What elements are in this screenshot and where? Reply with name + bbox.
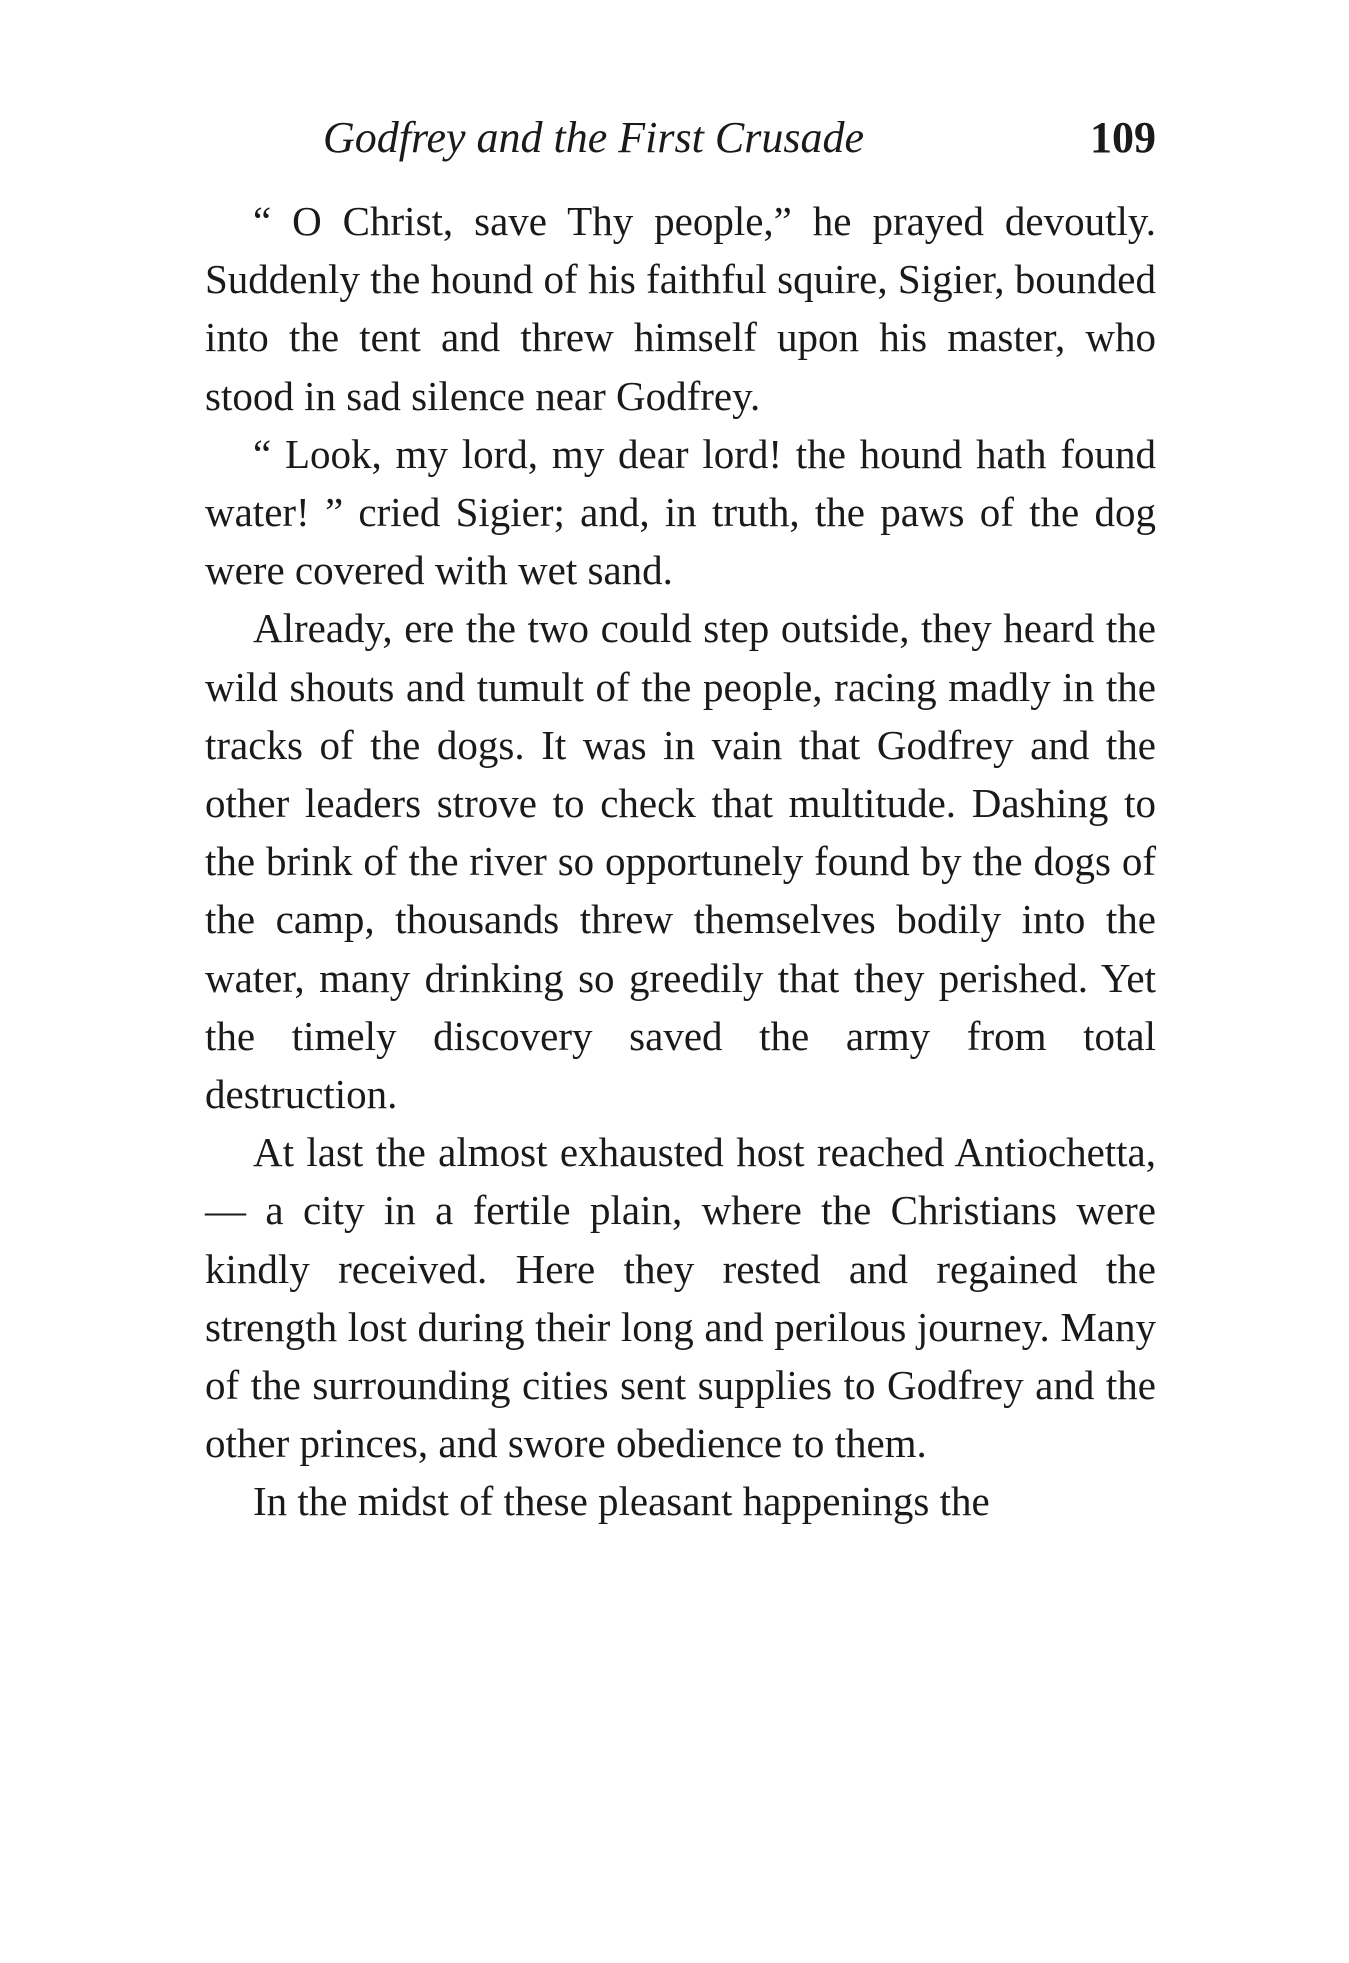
page-header [205,108,1156,168]
page-number: 109 [1090,113,1156,162]
paragraph: At last the almost exhausted host reached Antiochetta, — a city in a fertile plain, where the Christians were kindly received. Here they rested and regained the strength lost during their long and perilous journey. Many of the surrounding cities sent supplies to Godfrey and the other princes, and swore obedience to them. [205,1129,1156,1467]
paragraph: “ Look, my lord, my dear lord! the hound hath found water! ” cried Sigier; and, in truth, the paws of the dog were covered with wet sand. [205,430,1156,594]
running-title: Godfrey and the First Crusade [323,113,864,162]
paragraph: In the midst of these pleasant happenings the [253,1478,990,1525]
body-text [205,192,1156,1531]
paragraph: “ O Christ, save Thy people,” he prayed devoutly. Suddenly the hound of his faithful squire, Sigier, bounded into the tent and threw himself upon his master, who stood in sad silence near Godfrey. [205,198,1156,419]
paragraph: Already, ere the two could step outside, they heard the wild shouts and tumult of the people, racing madly in the tracks of the dogs. It was in vain that Godfrey and the other leaders strove to check that multitude. Dashing to the brink of the river so opportunely found by the dogs of the camp, thousands threw themselves bodily into the water, many drinking so greedily that they perished. Yet the timely discovery saved the army from total destruction. [205,605,1156,1118]
